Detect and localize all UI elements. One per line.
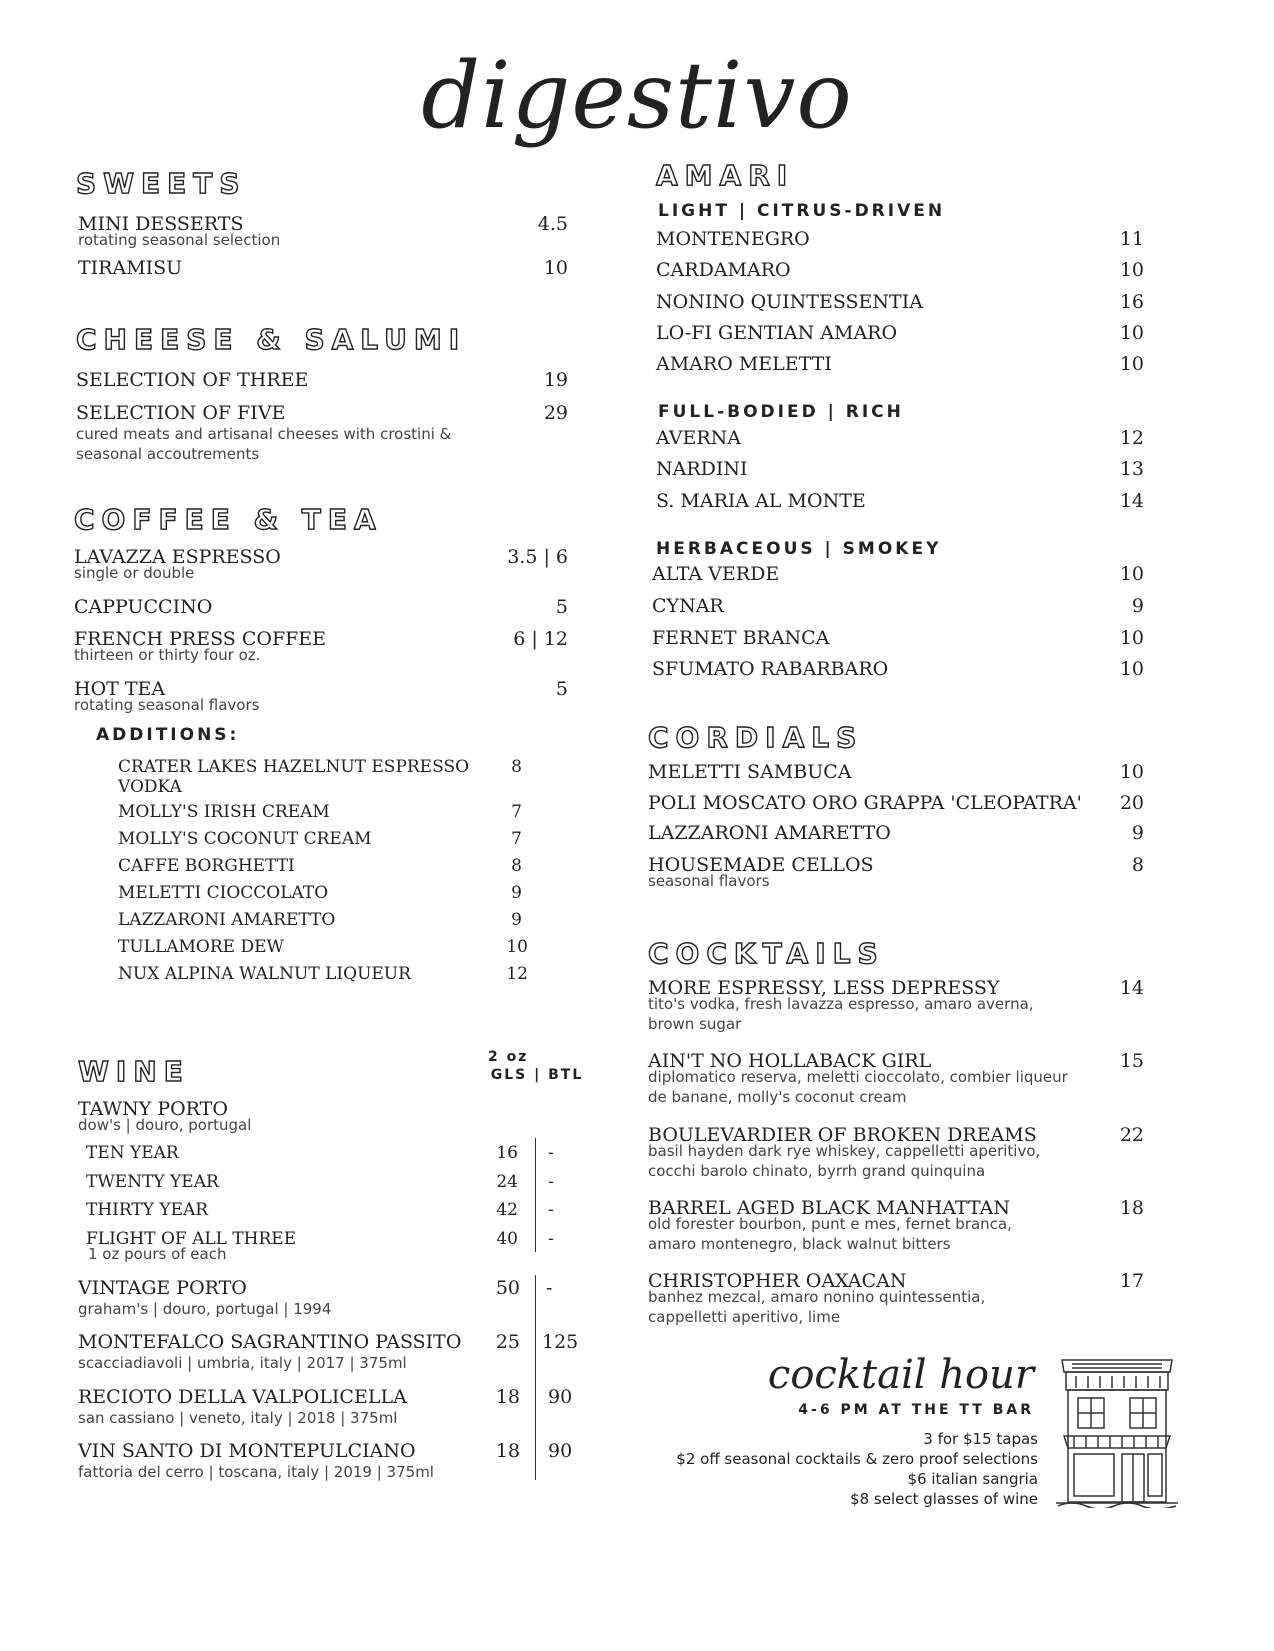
- wine-section: [78, 1055, 278, 1088]
- wine-gls-price: 50: [495, 1277, 520, 1299]
- wine-btl-price: 90: [548, 1386, 573, 1408]
- item-name: POLI MOSCATO ORO GRAPPA 'CLEOPATRA': [648, 792, 1082, 814]
- item-name: VINTAGE PORTO: [78, 1277, 247, 1299]
- item-name: CYNAR: [652, 595, 724, 617]
- item-price: 22: [1119, 1124, 1144, 1146]
- item-desc: fattoria del cerro | toscana, italy | 2019 | 375ml: [78, 1463, 434, 1481]
- cocktail-hour-title: cocktail hour: [767, 1352, 1034, 1398]
- menu-item: [656, 291, 1144, 313]
- item-name: VIN SANTO DI MONTEPULCIANO: [78, 1440, 416, 1462]
- item-price: 10: [1119, 322, 1144, 344]
- menu-item: [656, 427, 1144, 449]
- item-price: 14: [1119, 490, 1144, 512]
- menu-item: [74, 678, 568, 715]
- item-name: S. MARIA AL MONTE: [656, 490, 866, 512]
- cocktail-hour-line: $2 off seasonal cocktails & zero proof selections: [676, 1450, 1038, 1468]
- menu-item: [656, 322, 1144, 344]
- addition-item: [118, 856, 522, 876]
- sweets-section: [76, 167, 596, 200]
- item-name: FRENCH PRESS COFFEE: [74, 628, 327, 650]
- cheese-section: [76, 323, 596, 356]
- menu-item: [652, 563, 1144, 585]
- item-price: 10: [1119, 353, 1144, 375]
- addition-item: [118, 937, 528, 957]
- menu-item: [74, 628, 568, 665]
- item-desc: rotating seasonal flavors: [74, 696, 260, 714]
- wine-btl-price: -: [548, 1229, 554, 1249]
- addition-item: [118, 883, 522, 903]
- item-name: CAPPUCCINO: [74, 596, 213, 618]
- menu-item: [656, 259, 1144, 281]
- wine-row: [86, 1200, 554, 1220]
- addition-item: [118, 910, 522, 930]
- addition-item: [118, 757, 522, 797]
- amari-subheading: HERBACEOUS | SMOKEY: [656, 539, 942, 559]
- wine-gls-price: 18: [495, 1386, 520, 1408]
- wine-gls-price: 42: [496, 1200, 518, 1220]
- menu-item: [656, 228, 1144, 250]
- wine-row: [78, 1331, 579, 1373]
- cocktail-hour-subtitle: 4-6 PM AT THE TT BAR: [798, 1402, 1034, 1418]
- item-price: 14: [1119, 977, 1144, 999]
- item-name: NONINO QUINTESSENTIA: [656, 291, 923, 313]
- item-name: SELECTION OF FIVE: [76, 402, 286, 424]
- item-desc: scacciadiavoli | umbria, italy | 2017 | 375ml: [78, 1354, 407, 1372]
- item-price: 5: [555, 596, 568, 618]
- item-price: 10: [1119, 259, 1144, 281]
- cocktails-section: [648, 937, 948, 970]
- wine-row: [78, 1277, 553, 1319]
- item-desc: 1 oz pours of each: [88, 1245, 227, 1263]
- cocktails-heading: COCKTAILS: [648, 937, 885, 970]
- item-name: TWENTY YEAR: [86, 1172, 219, 1192]
- menu-item: [656, 353, 1144, 375]
- item-desc: dow's | douro, portugal: [78, 1116, 252, 1134]
- menu-item: [78, 213, 568, 250]
- item-name: THIRTY YEAR: [86, 1200, 209, 1220]
- amari-heading: AMARI: [656, 159, 795, 192]
- addition-price: 8: [511, 856, 522, 876]
- menu-item: [648, 761, 1144, 783]
- addition-price: 10: [506, 937, 528, 957]
- item-name: ALTA VERDE: [652, 563, 780, 585]
- wine-gls-price: 16: [496, 1143, 518, 1163]
- addition-name: TULLAMORE DEW: [118, 937, 284, 957]
- item-name: TIRAMISU: [78, 257, 183, 279]
- wine-header-size: 2 oz: [488, 1049, 529, 1065]
- menu-item: [648, 1197, 1144, 1254]
- item-price: 4.5: [537, 213, 568, 235]
- item-desc: graham's | douro, portugal | 1994: [78, 1300, 332, 1318]
- item-price: 10: [543, 257, 568, 279]
- additions-heading: ADDITIONS:: [96, 725, 240, 745]
- menu-item: [76, 402, 568, 464]
- item-price: 17: [1119, 1270, 1144, 1292]
- wine-column-header: [482, 1048, 592, 1084]
- item-price: 6 | 12: [513, 628, 568, 650]
- wine-gls-price: 24: [496, 1172, 518, 1192]
- menu-item: [648, 792, 1144, 814]
- menu-item: [648, 1050, 1144, 1107]
- menu-item: [652, 595, 1144, 617]
- item-price: 29: [543, 402, 568, 424]
- item-desc: old forester bourbon, punt e mes, fernet branca, amaro montenegro, black walnut bitters: [648, 1215, 1012, 1253]
- item-price: 9: [1131, 822, 1144, 844]
- item-price: 16: [1119, 291, 1144, 313]
- item-name: AMARO MELETTI: [656, 353, 832, 375]
- cheese-heading: CHEESE & SALUMI: [76, 323, 467, 356]
- menu-item: [648, 1270, 1144, 1327]
- cordials-heading: CORDIALS: [648, 721, 864, 754]
- item-desc: seasonal flavors: [648, 872, 770, 890]
- item-name: MONTENEGRO: [656, 228, 810, 250]
- item-name: HOUSEMADE CELLOS: [648, 854, 874, 876]
- item-name: AVERNA: [656, 427, 742, 449]
- item-price: 10: [1119, 658, 1144, 680]
- wine-btl-price: 125: [542, 1331, 579, 1353]
- item-desc: san cassiano | veneto, italy | 2018 | 375ml: [78, 1409, 398, 1427]
- addition-price: 8: [511, 757, 522, 777]
- addition-price: 7: [511, 802, 522, 822]
- amari-subheading: LIGHT | CITRUS-DRIVEN: [658, 201, 946, 221]
- addition-price: 9: [511, 883, 522, 903]
- item-desc: basil hayden dark rye whiskey, cappelletti aperitivo, cocchi barolo chinato, byrrh grand quinquina: [648, 1142, 1041, 1180]
- item-desc: tito's vodka, fresh lavazza espresso, amaro averna, brown sugar: [648, 995, 1034, 1033]
- addition-price: 12: [506, 964, 528, 984]
- menu-item: [648, 854, 1144, 891]
- item-name: FERNET BRANCA: [652, 627, 830, 649]
- item-desc: banhez mezcal, amaro nonino quintessentia, cappelletti aperitivo, lime: [648, 1288, 986, 1326]
- menu-item: [78, 1098, 518, 1135]
- wine-btl-price: -: [548, 1200, 554, 1220]
- item-desc: rotating seasonal selection: [78, 231, 281, 249]
- menu-item: [74, 596, 568, 618]
- wine-row: [78, 1440, 573, 1482]
- addition-name: MOLLY'S IRISH CREAM: [118, 802, 330, 822]
- page-title: digestivo: [421, 42, 853, 149]
- addition-item: [118, 964, 528, 984]
- wine-heading: WINE: [78, 1055, 190, 1088]
- item-price: 12: [1119, 427, 1144, 449]
- item-price: 3.5 | 6: [507, 546, 568, 568]
- addition-item: [118, 829, 522, 849]
- item-name: BARREL AGED BLACK MANHATTAN: [648, 1197, 1010, 1219]
- wine-btl-price: -: [548, 1172, 554, 1192]
- menu-item: [76, 369, 568, 391]
- coffee-heading: COFFEE & TEA: [74, 503, 383, 536]
- item-name: RECIOTO DELLA VALPOLICELLA: [78, 1386, 407, 1408]
- menu-item: [648, 822, 1144, 844]
- wine-divider: [535, 1138, 536, 1252]
- amari-section: [656, 159, 956, 192]
- wine-gls-price: 18: [495, 1440, 520, 1462]
- item-name: AIN'T NO HOLLABACK GIRL: [648, 1050, 932, 1072]
- sweets-heading: SWEETS: [76, 167, 247, 200]
- item-name: MONTEFALCO SAGRANTINO PASSITO: [78, 1331, 462, 1353]
- cocktail-hour-line: 3 for $15 tapas: [923, 1430, 1038, 1448]
- item-price: 10: [1119, 627, 1144, 649]
- item-name: TEN YEAR: [86, 1143, 179, 1163]
- item-name: MELETTI SAMBUCA: [648, 761, 852, 783]
- cordials-section: [648, 721, 948, 754]
- item-name: LAZZARONI AMARETTO: [648, 822, 891, 844]
- item-price: 13: [1119, 458, 1144, 480]
- addition-name: CRATER LAKES HAZELNUT ESPRESSO VODKA: [118, 757, 470, 797]
- item-name: CHRISTOPHER OAXACAN: [648, 1270, 907, 1292]
- addition-price: 9: [511, 910, 522, 930]
- wine-btl-price: -: [546, 1277, 553, 1299]
- item-name: SFUMATO RABARBARO: [652, 658, 889, 680]
- addition-name: MOLLY'S COCONUT CREAM: [118, 829, 372, 849]
- item-name: LO-FI GENTIAN AMARO: [656, 322, 898, 344]
- wine-row: [86, 1229, 554, 1264]
- addition-price: 7: [511, 829, 522, 849]
- menu-item: [78, 257, 568, 279]
- menu-item: [656, 458, 1144, 480]
- wine-gls-price: 25: [495, 1331, 520, 1353]
- item-desc: thirteen or thirty four oz.: [74, 646, 261, 664]
- wine-row: [86, 1143, 554, 1163]
- item-name: CARDAMARO: [656, 259, 791, 281]
- amari-subheading: FULL-BODIED | RICH: [658, 402, 904, 422]
- item-name: MORE ESPRESSY, LESS DEPRESSY: [648, 977, 1000, 999]
- menu-item: [648, 977, 1144, 1034]
- item-price: 15: [1119, 1050, 1144, 1072]
- addition-name: NUX ALPINA WALNUT LIQUEUR: [118, 964, 411, 984]
- item-name: MINI DESSERTS: [78, 213, 244, 235]
- item-price: 10: [1119, 761, 1144, 783]
- item-price: 20: [1119, 792, 1144, 814]
- item-name: FLIGHT OF ALL THREE: [86, 1229, 297, 1249]
- item-name: NARDINI: [656, 458, 748, 480]
- wine-header-gls-btl: GLS | BTL: [490, 1067, 584, 1083]
- wine-btl-price: 90: [548, 1440, 573, 1462]
- wine-divider: [535, 1275, 536, 1480]
- wine-row: [78, 1386, 573, 1428]
- item-desc: diplomatico reserva, meletti cioccolato, combier liqueur de banane, molly's coconut cream: [648, 1068, 1068, 1106]
- item-price: 18: [1119, 1197, 1144, 1219]
- item-desc: single or double: [74, 564, 195, 582]
- item-price: 19: [543, 369, 568, 391]
- item-desc: cured meats and artisanal cheeses with crostini & seasonal accoutrements: [76, 425, 452, 463]
- item-price: 5: [555, 678, 568, 700]
- wine-btl-price: -: [548, 1143, 554, 1163]
- item-price: 10: [1119, 563, 1144, 585]
- menu-item: [652, 658, 1144, 680]
- cocktail-hour-line: $6 italian sangria: [907, 1470, 1038, 1488]
- item-name: SELECTION OF THREE: [76, 369, 309, 391]
- addition-name: MELETTI CIOCCOLATO: [118, 883, 329, 903]
- item-name: HOT TEA: [74, 678, 166, 700]
- addition-name: LAZZARONI AMARETTO: [118, 910, 336, 930]
- addition-name: CAFFE BORGHETTI: [118, 856, 295, 876]
- item-price: 11: [1119, 228, 1144, 250]
- storefront-illustration: [1052, 1352, 1182, 1508]
- wine-gls-price: 40: [496, 1229, 518, 1249]
- item-price: 9: [1131, 595, 1144, 617]
- item-name: TAWNY PORTO: [78, 1098, 228, 1120]
- menu-item: [652, 627, 1144, 649]
- menu-item: [656, 490, 1144, 512]
- cocktail-hour-line: $8 select glasses of wine: [850, 1490, 1038, 1508]
- addition-item: [118, 802, 522, 822]
- menu-item: [74, 546, 568, 583]
- menu-item: [648, 1124, 1144, 1181]
- coffee-section: [74, 503, 594, 536]
- item-price: 8: [1131, 854, 1144, 876]
- item-name: LAVAZZA ESPRESSO: [74, 546, 281, 568]
- item-name: BOULEVARDIER OF BROKEN DREAMS: [648, 1124, 1037, 1146]
- wine-row: [86, 1172, 554, 1192]
